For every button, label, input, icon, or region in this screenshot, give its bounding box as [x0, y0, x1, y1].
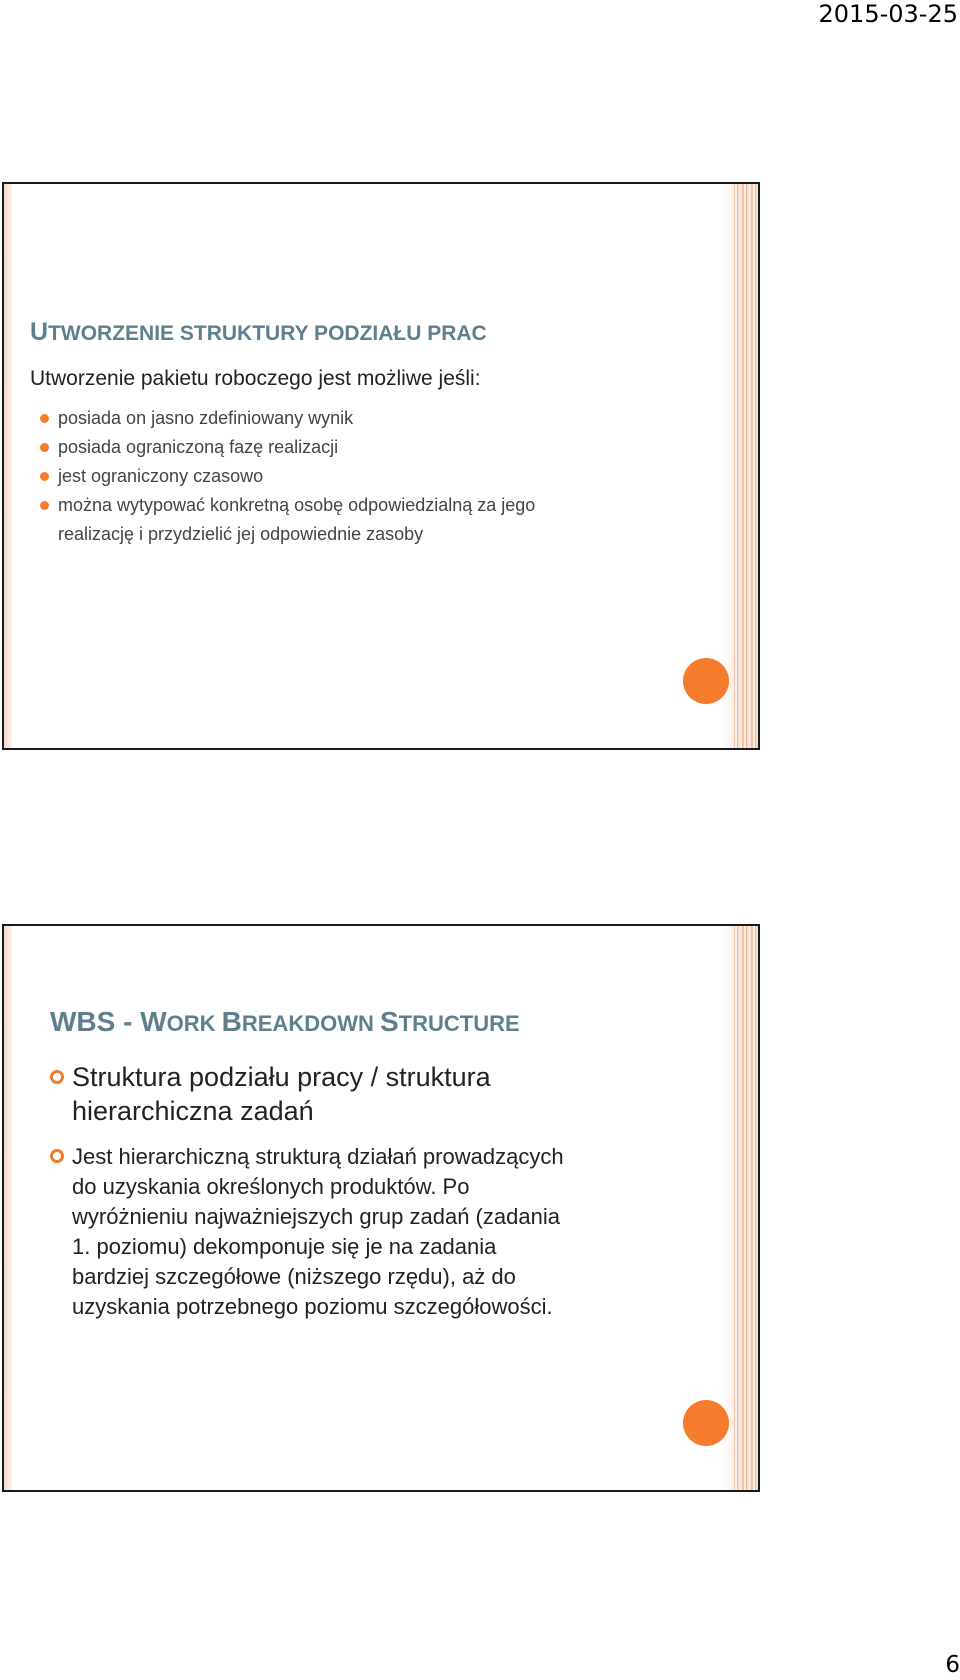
slide-2-title: [50, 1006, 520, 1038]
list-item: [58, 404, 698, 433]
list-item-line: wyróżnieniu najważniejszych grup zadań (zadania: [72, 1204, 560, 1229]
left-decorative-stripe: [4, 184, 12, 748]
print-date: 2015-03-25: [818, 0, 958, 28]
list-item-line: uzyskania potrzebnego poziomu szczegółowości.: [72, 1294, 553, 1319]
slide-1: [2, 182, 760, 750]
orange-circle-icon: [683, 1400, 729, 1446]
slide-1-bullet-list: [58, 404, 698, 549]
ring-bullet-icon: [50, 1149, 64, 1163]
list-item: [58, 491, 698, 549]
bullet-dot-icon: [40, 414, 49, 423]
title-initial: U: [30, 318, 49, 346]
slide-1-title: [30, 318, 487, 347]
bullet-dot-icon: [40, 472, 49, 481]
list-item-text: posiada ograniczoną fazę realizacji: [58, 437, 339, 457]
list-item-text: jest ograniczony czasowo: [58, 466, 264, 486]
list-item: [72, 1142, 692, 1322]
list-item: [58, 433, 698, 462]
slide-2: [2, 924, 760, 1492]
title-segment: REAKDOWN: [241, 1011, 380, 1036]
title-segment: ORK: [166, 1011, 222, 1036]
ring-bullet-icon: [50, 1070, 64, 1084]
title-segment: S: [379, 1006, 399, 1037]
list-item-line: bardziej szczegółowe (niższego rzędu), aż do: [72, 1264, 516, 1289]
right-decorative-stripes: [722, 184, 758, 748]
list-item-line: Jest hierarchiczną strukturą działań prowadzących: [72, 1144, 564, 1169]
title-segment: WBS - W: [50, 1006, 167, 1037]
list-item: [58, 462, 698, 491]
bullet-dot-icon: [40, 501, 49, 510]
title-segment: B: [221, 1006, 242, 1037]
orange-circle-icon: [683, 658, 729, 704]
slide-1-intro: Utworzenie pakietu roboczego jest możliwe jeśli:: [30, 367, 481, 390]
list-item-line: 1. poziomu) dekomponuje się je na zadania: [72, 1234, 497, 1259]
list-item-text: można wytypować konkretną osobę odpowiedzialną za jego: [58, 495, 536, 515]
bullet-dot-icon: [40, 443, 49, 452]
left-decorative-stripe: [4, 926, 12, 1490]
list-item-line: Struktura podziału pracy / struktura: [72, 1062, 491, 1092]
page-number: 6: [945, 1652, 960, 1678]
title-rest: TWORZENIE STRUKTURY PODZIAŁU PRAC: [48, 322, 487, 345]
slide-2-bullet-list: [72, 1060, 692, 1322]
list-item-line: do uzyskania określonych produktów. Po: [72, 1174, 470, 1199]
list-item-continuation: realizację i przydzielić jej odpowiednie zasoby: [58, 524, 424, 544]
list-item-line: hierarchiczna zadań: [72, 1096, 314, 1126]
title-segment: TRUCTURE: [398, 1011, 520, 1036]
list-item-text: posiada on jasno zdefiniowany wynik: [58, 408, 354, 428]
list-item: [72, 1060, 692, 1128]
right-decorative-stripes: [722, 926, 758, 1490]
